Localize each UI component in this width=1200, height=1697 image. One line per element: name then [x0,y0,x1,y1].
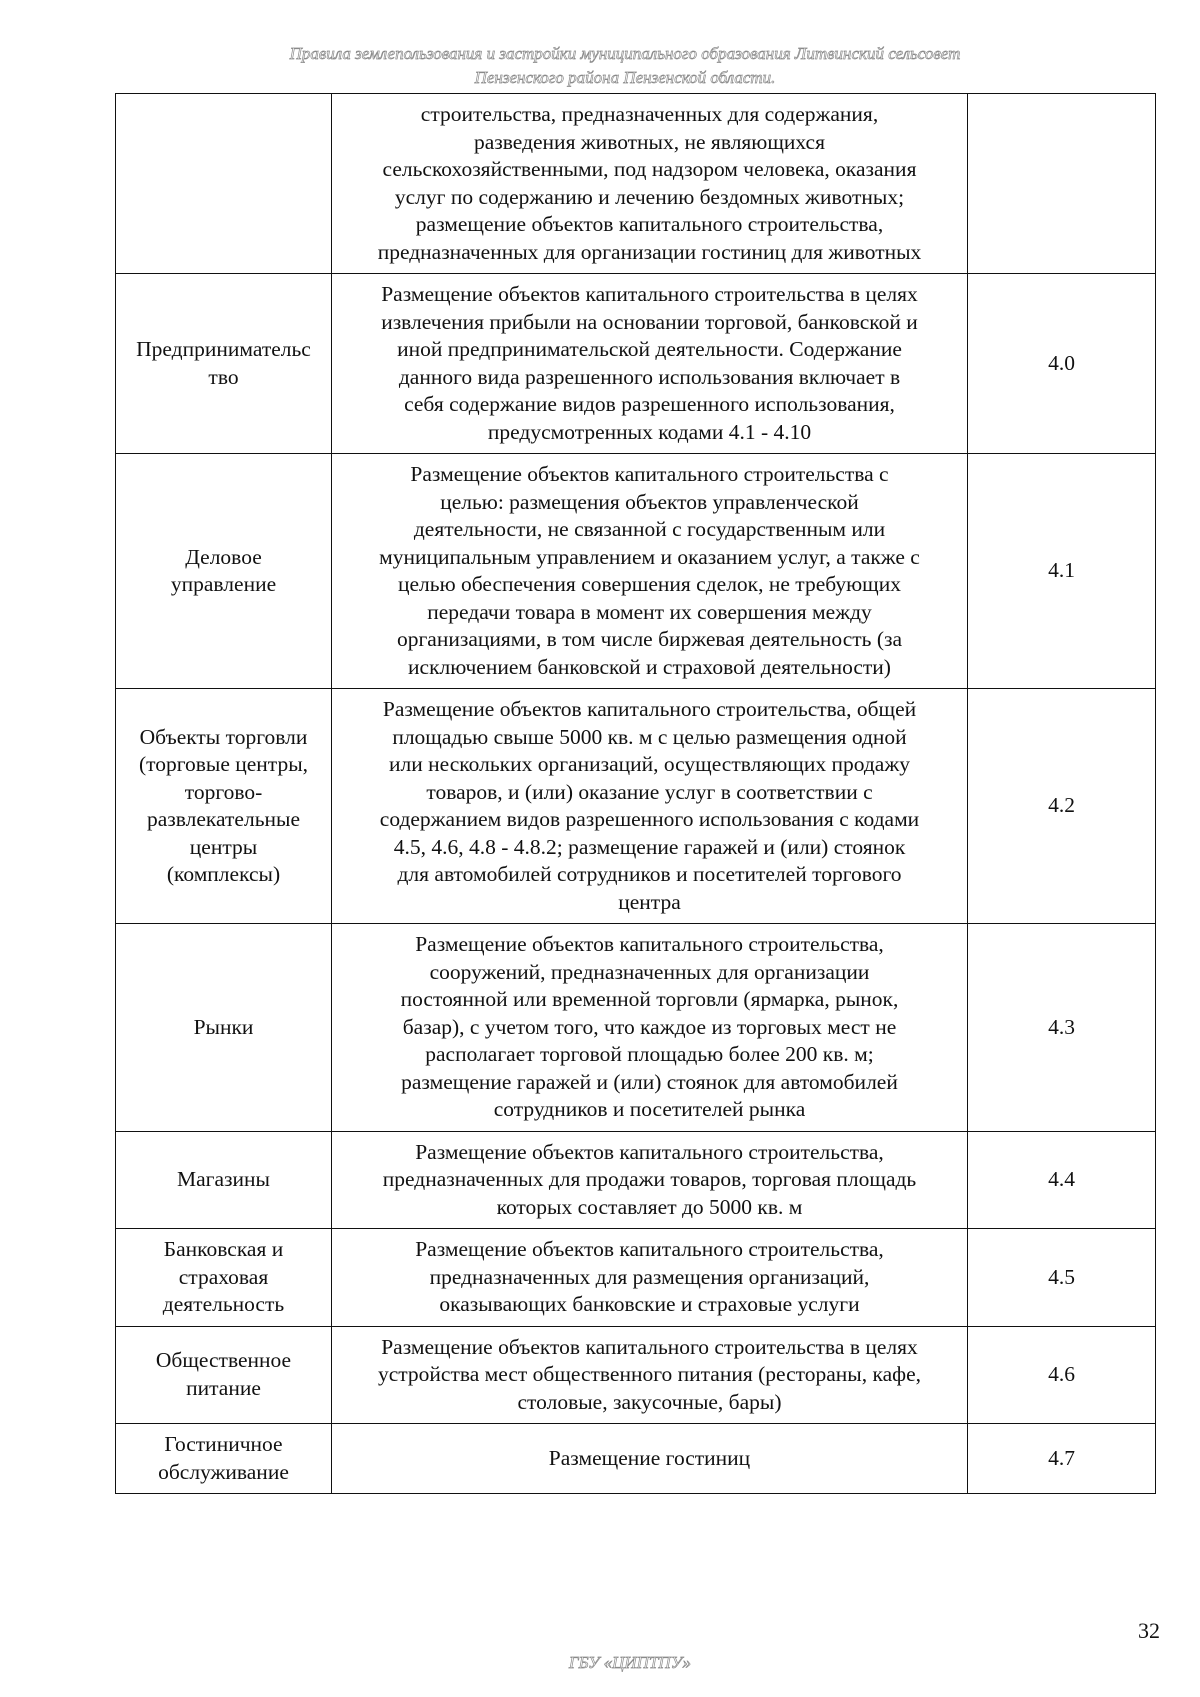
cell-line: извлечения прибыли на основании торговой, банковской и [381,309,918,334]
use-type-name [116,1424,332,1494]
cell-line: базар), с учетом того, что каждое из торговых мест не [402,1014,897,1039]
table-row [116,1424,1156,1494]
cell-line: строительства, предназначенных для содержания, [420,102,879,126]
use-type-name [116,1131,332,1229]
cell-line: себя содержание видов разрешенного использования, [404,392,895,416]
page-number: 32 [1138,1618,1160,1643]
use-type-code: 4.3 [968,924,1156,1132]
use-type-code: 4.7 [968,1424,1156,1494]
cell-line: предназначенных для организации гостиниц для животных [377,239,922,264]
cell-line: целью: размещения объектов управленческой [440,489,859,514]
cell-line: Объекты торговли [139,724,308,749]
running-header-line1: Правила землепользования и застройки муниципального образования Литвинский сельсовет [289,44,961,63]
table-row [116,689,1156,924]
cell-line: деятельность [162,1292,285,1316]
cell-line: размещение гаражей и (или) стоянок для автомобилей [401,1069,898,1094]
cell-line: Размещение объектов капитального строительства в целях [381,1334,918,1359]
cell-line: площадью свыше 5000 кв. м с целью размещения одной [392,724,907,749]
use-type-description [332,1229,968,1327]
use-type-description [332,1326,968,1424]
cell-line: Рынки [193,1014,254,1039]
cell-line: обслуживание [158,1459,289,1484]
cell-line: или нескольких организаций, осуществляющих продажу [389,752,910,776]
table-row [116,94,1156,274]
cell-line: развлекательные [147,807,300,831]
cell-line: предназначенных для продажи товаров, торговая площадь [382,1167,917,1191]
use-type-code [968,94,1156,274]
use-type-name [116,1326,332,1424]
use-type-name [116,1229,332,1327]
use-type-description [332,1424,968,1494]
cell-line: предназначенных для размещения организаций, [429,1264,870,1289]
cell-line: (комплексы) [166,862,281,886]
use-type-description [332,94,968,274]
cell-line: размещение объектов капитального строительства, [415,212,884,236]
table-row [116,924,1156,1132]
use-type-description [332,689,968,924]
cell-line: Банковская и [163,1237,284,1261]
cell-line: Размещение объектов капитального строительства, [415,932,884,956]
cell-line: иной предпринимательской деятельности. Содержание [397,337,902,361]
cell-line: Гостиничное [164,1432,283,1456]
cell-line: центра [618,889,681,914]
cell-line: деятельности, не связанной с государственным или [413,517,886,541]
cell-line: Размещение объектов капитального строительства, [415,1139,884,1164]
use-type-name [116,924,332,1132]
cell-line: Размещение объектов капитального строительства с [410,462,889,486]
use-type-code: 4.4 [968,1131,1156,1229]
cell-line: содержанием видов разрешенного использования с кодами [379,807,920,831]
use-type-code: 4.6 [968,1326,1156,1424]
cell-line: Размещение объектов капитального строительства, общей [382,697,917,721]
cell-line: Общественное [155,1348,292,1373]
running-header-line2: Пензенского района Пензенской области. [474,68,776,87]
cell-line: разведения животных, не являющихся [474,129,825,154]
cell-line: управление [170,572,277,596]
use-type-code: 4.0 [968,274,1156,454]
cell-line: (торговые центры, [138,752,309,776]
cell-line: которых составляет до 5000 кв. м [496,1194,803,1219]
cell-line: исключением банковской и страховой деятельности) [408,654,891,679]
table-body [116,94,1156,1494]
cell-line: для автомобилей сотрудников и посетителей торгового [397,862,902,886]
use-type-name [116,94,332,274]
cell-line: Размещение объектов капитального строительства в целях [381,282,918,306]
cell-line: целью обеспечения совершения сделок, не требующих [398,572,901,596]
cell-line: товаров, и (или) оказание услуг в соответствии с [426,779,873,804]
land-use-table [115,93,1156,1494]
use-type-description [332,274,968,454]
use-type-description [332,924,968,1132]
cell-line: предусмотренных кодами 4.1 - 4.10 [487,419,812,444]
table-row [116,454,1156,689]
use-type-name [116,274,332,454]
cell-line: муниципальным управлением и оказанием услуг, а также с [379,544,920,569]
cell-line: страховая [178,1264,269,1289]
cell-line: торгово- [184,779,263,804]
cell-line: центры [189,834,258,859]
cell-line: питание [186,1375,261,1400]
cell-line: располагает торговой площадью более 200 кв. м; [425,1042,874,1066]
cell-line: тво [208,364,239,389]
cell-line: услуг по содержанию и лечению бездомных животных; [394,184,905,209]
cell-line: сельскохозяйственными, под надзором человека, оказания [382,157,917,181]
use-type-description [332,1131,968,1229]
use-type-name [116,689,332,924]
cell-line: передачи товара в момент их совершения между [427,599,872,624]
cell-line: постоянной или временной торговли (ярмарка, рынок, [400,987,899,1011]
running-header [200,42,1050,90]
cell-line: Деловое [185,544,262,569]
table-row [116,1229,1156,1327]
use-type-name [116,454,332,689]
use-type-description [332,454,968,689]
cell-line: организациями, в том числе биржевая деятельность (за [396,627,903,651]
use-type-code: 4.2 [968,689,1156,924]
cell-line: Размещение гостиниц [548,1445,751,1470]
cell-line: Предпринимательс [136,337,311,361]
cell-line: Размещение объектов капитального строительства, [415,1237,884,1261]
use-type-code: 4.1 [968,454,1156,689]
cell-line: столовые, закусочные, бары) [517,1389,782,1414]
footer-watermark: ГБУ «ЦИПТПУ» [568,1653,692,1672]
cell-line: Магазины [177,1167,270,1191]
cell-line: оказывающих банковские и страховые услуги [439,1292,860,1316]
table-row [116,1326,1156,1424]
table-row [116,1131,1156,1229]
cell-line: 4.5, 4.6, 4.8 - 4.8.2; размещение гаражей и (или) стоянок [393,834,906,859]
use-type-code: 4.5 [968,1229,1156,1327]
cell-line: сотрудников и посетителей рынка [493,1097,806,1121]
table-row [116,274,1156,454]
cell-line: данного вида разрешенного использования включает в [398,364,901,389]
cell-line: устройства мест общественного питания (рестораны, кафе, [377,1362,922,1386]
cell-line: сооружений, предназначенных для организации [429,959,870,984]
